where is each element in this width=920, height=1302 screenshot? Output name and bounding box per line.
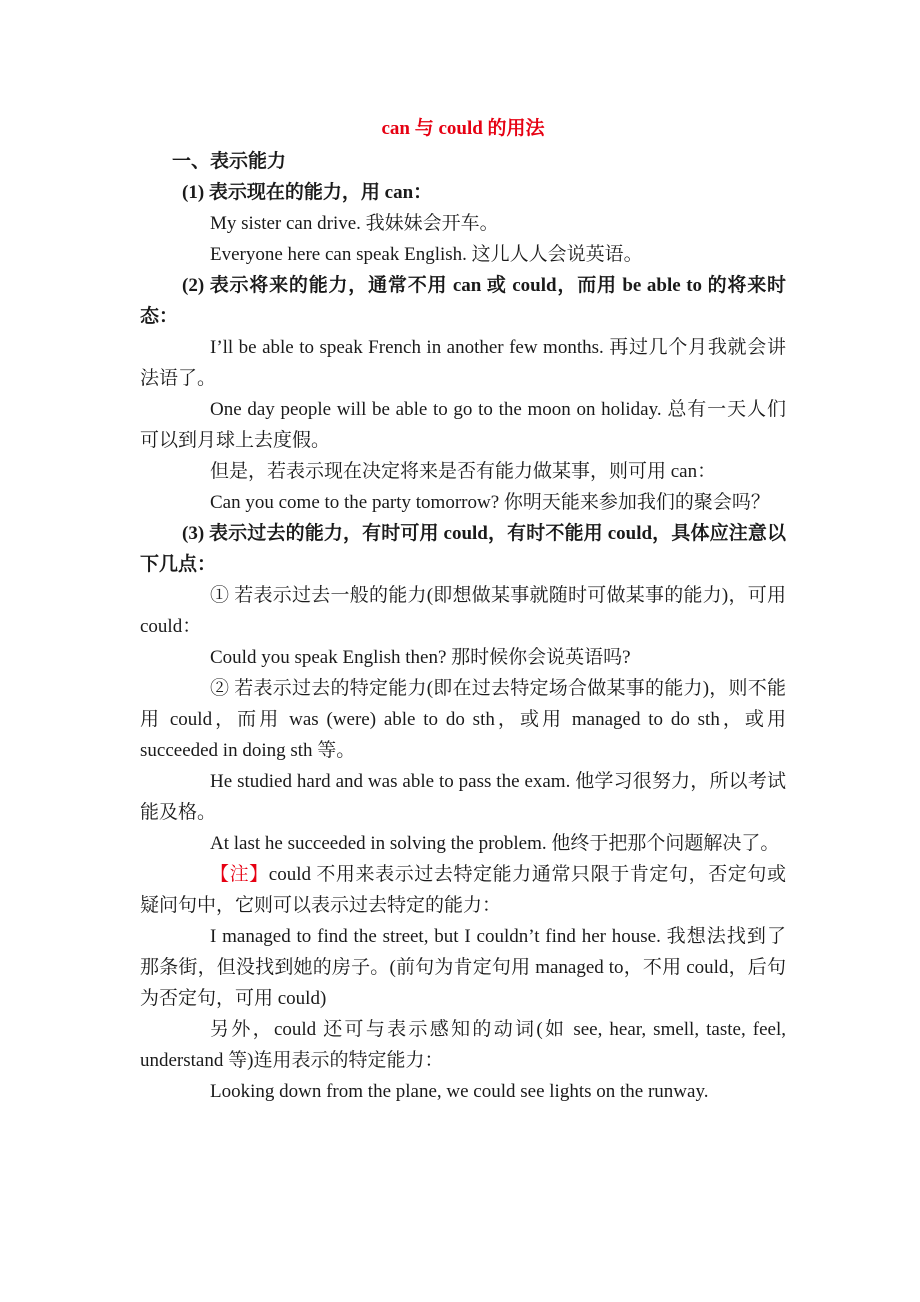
section-heading-ability: 一、表示能力 <box>172 151 287 172</box>
point-specific-past-ability: ② 若表示过去的特定能力(即在过去特定场合做某事的能力)，则不能用 could，而用 was (were) able to do sth，或用 managed to do sth，或用 succeeded in doing sth 等。 <box>140 678 786 761</box>
page-title: can 与 could 的用法 <box>381 118 545 139</box>
example-sentence: I’ll be able to speak French in another few months. 再过几个月我就会讲法语了。 <box>140 337 786 389</box>
note-tag: 【注】 <box>210 864 269 885</box>
example-sentence: One day people will be able to go to the moon on holiday. 总有一天人们可以到月球上去度假。 <box>140 399 786 451</box>
example-sentence: My sister can drive. 我妹妹会开车。 <box>210 213 499 234</box>
note-text: could 不用来表示过去特定能力通常只限于肯定句，否定句或疑问句中，它则可以表示过去特定的能力： <box>140 864 786 916</box>
subheading-present-ability: (1) 表示现在的能力，用 can： <box>182 182 433 203</box>
example-sentence: Could you speak English then? 那时候你会说英语吗? <box>210 647 631 668</box>
example-sentence: At last he succeeded in solving the problem. 他终于把那个问题解决了。 <box>210 833 780 854</box>
note-paragraph <box>140 859 786 921</box>
example-sentence: I managed to find the street, but I couldn’t find her house. 我想法找到了那条街，但没找到她的房子。(前句为肯定句用 managed to，不用 could，后句为否定句，可用 could) <box>140 926 786 1009</box>
point-general-past-ability: ① 若表示过去一般的能力(即想做某事就随时可做某事的能力)，可用 could： <box>140 585 786 637</box>
subheading-past-ability: (3) 表示过去的能力，有时可用 could，有时不能用 could，具体应注意以下几点： <box>140 523 786 575</box>
explanation-paragraph: 但是，若表示现在决定将来是否有能力做某事，则可用 can： <box>210 461 717 482</box>
example-sentence: Looking down from the plane, we could see lights on the runway. <box>210 1081 709 1102</box>
example-sentence: Can you come to the party tomorrow? 你明天能来参加我们的聚会吗？ <box>210 492 770 513</box>
example-sentence: Everyone here can speak English. 这儿人人会说英语。 <box>210 244 643 265</box>
example-sentence: He studied hard and was able to pass the exam. 他学习很努力，所以考试能及格。 <box>140 771 786 823</box>
document-page <box>140 112 786 1107</box>
subheading-future-ability: (2) 表示将来的能力，通常不用 can 或 could，而用 be able to 的将来时态： <box>140 275 786 327</box>
explanation-paragraph: 另外，could 还可与表示感知的动词(如 see, hear, smell, taste, feel, understand 等)连用表示的特定能力： <box>140 1019 786 1071</box>
